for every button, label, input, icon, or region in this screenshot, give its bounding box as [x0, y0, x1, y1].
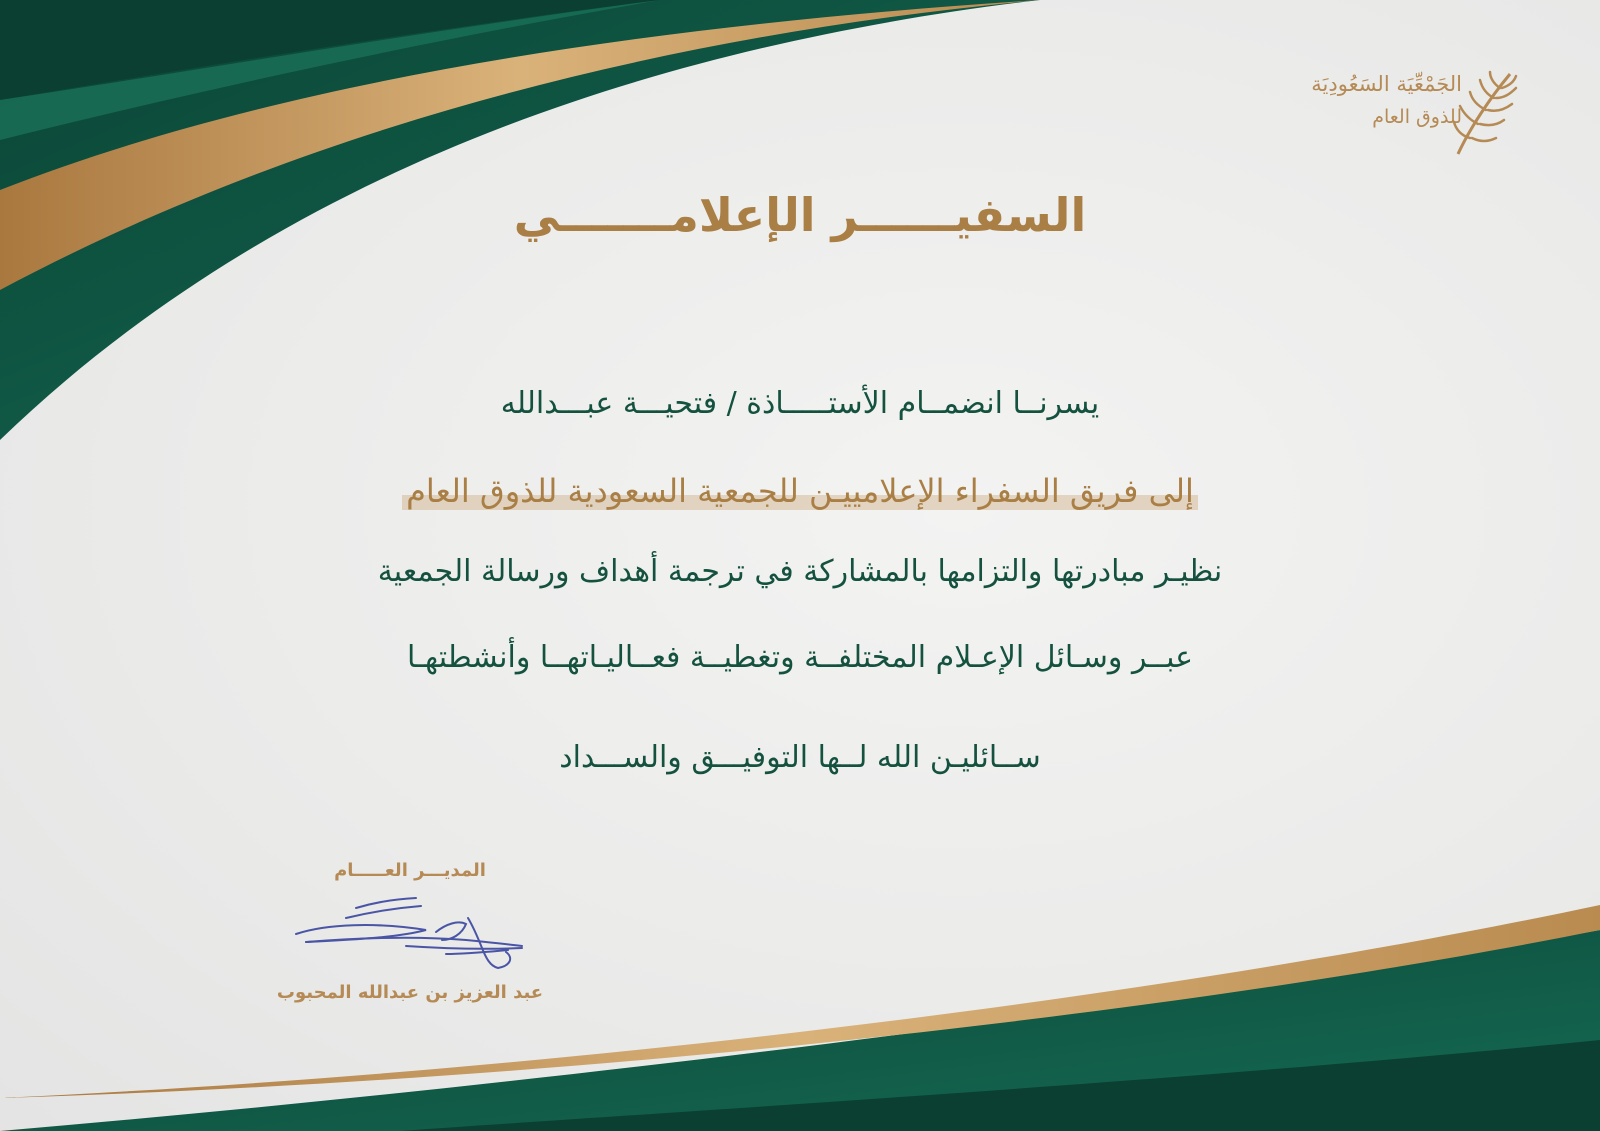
- association-logo: [1260, 66, 1520, 166]
- body-line-2: [0, 472, 1600, 514]
- logo-name-line2: للذوق العام: [1372, 106, 1462, 128]
- bottom-right-swoosh: [0, 905, 1600, 1131]
- logo-name-line1: الجَمْعِّيَة السَعُودِيَة: [1311, 72, 1462, 96]
- body-line-4: عبــر وسـائل الإعـلام المختلفــة وتغطيــة فعــاليـاتهــا وأنشطتهـا: [406, 640, 1194, 675]
- body-line-1: يسرنــا انضمــام الأستـــــاذة / فتحيـــة عبـــدالله: [500, 386, 1100, 421]
- body-line-5: ســائليـن الله لــها التوفيـــق والســـداد: [559, 740, 1041, 775]
- body-line-3: نظيـر مبادرتها والتزامها بالمشاركة في ترجمة أهداف ورسالة الجمعية: [377, 554, 1223, 589]
- handwritten-signature: [286, 894, 536, 974]
- signature-block: [250, 860, 570, 1020]
- signatory-name: عبد العزيز بن عبدالله المحبوب: [276, 982, 544, 1003]
- certificate-title: السفيــــــر الإعلامـــــــي: [513, 188, 1087, 242]
- signatory-role: المديـــر العـــــام: [334, 860, 486, 881]
- highlighted-team-name: إلى فريق السفراء الإعلامييـن للجمعية السعودية للذوق العام: [402, 472, 1198, 514]
